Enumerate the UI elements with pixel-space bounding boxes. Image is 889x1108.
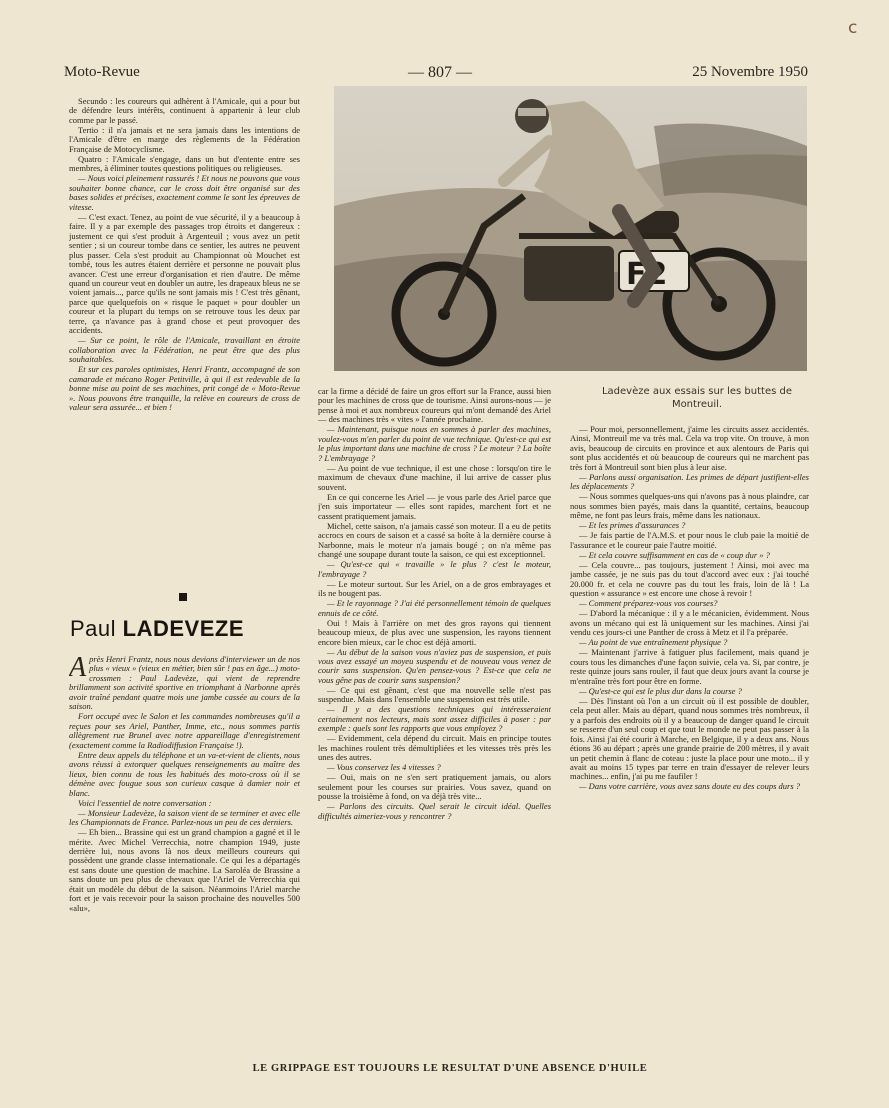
paragraph: — Nous voici pleinement rassurés ! Et nous ne pouvons que vous souhaiter bonne chance, car le cross doit être organisé sur des bases solides et précises, exactement comme le sont les épreuves de vitesse. [69,173,300,212]
paragraph: — Au point de vue technique, il est une chose : lorsqu'on tire le maximum de chevaux d'une machine, il lui arrive de casser plus souvent. [318,462,551,492]
paragraph: — Ce qui est gênant, c'est que ma nouvelle selle n'est pas suspendue. Mais dans l'ensemble une suspension est très utile. [318,684,551,705]
paragraph: — Qu'est-ce qui « travaille » le plus ? c'est le moteur, l'embrayage ? [318,559,551,579]
rider-on-motorcycle-image [334,86,807,371]
paragraph: — Maintenant, puisque nous en sommes à parler des machines, voulez-vous m'en parler du point de vue technique. Qu'est-ce qui est le plus important dans une machine de cross ? Le moteur ? La boîte ? L'embrayage ? [318,424,551,463]
paragraph: — Et les primes d'assurances ? [579,520,686,531]
section-bullet [179,593,187,601]
paragraph: — Cela couvre... pas toujours, justement ! Ainsi, moi avec ma jambe cassée, je ne suis pas du tout d'accord avec eux : j'ai touché 20.000 fr. et cela ne couvre pas du tout les frais, loin de là ! La question « assurance » est encore une chose à revoir ! [570,559,809,599]
column-1-article-text [69,655,300,1053]
motocross-photo [334,86,807,371]
paragraph: Oui ! Mais à l'arrière on met des gros rayons qui tiennent beaucoup mieux, de plus avec une suspension, les rayons tiennent encore bien mieux, car le choc est déjà amorti. [318,617,551,647]
paragraph: Michel, cette saison, n'a jamais cassé son moteur. Il a eu de petits accrocs en cours de saison et a cassé sa boîte à la dernière course à Narbonne, mais le moteur n'a jamais bougé ; on n'a même pas changé une soupape durant toute la saison, ce qui est exceptionnel. [318,520,551,560]
paragraph: — Nous sommes quelques-uns qui n'avons pas à nous plaindre, car nous sommes bien payés, mais dans la quantité, certains, beaucoup même, ne font pas leurs frais, même dans les nationaux. [570,491,809,521]
paragraph: — Au début de la saison vous n'aviez pas de suspension, et puis vous avez essayé un moyeu suspendu et de nouveau vous venez de courir sans suspension. Qu'en pensez-vous ? Est-ce que cela ne vous gêne pas de courir sans suspension? [318,646,551,685]
paragraph: — Eh bien... Brassine qui est un grand champion a gagné et il le mérite. Avec Michel Verrecchia, notre champion 1949, juste derrière lui, nous avons là nos deux meilleurs coureurs qui possèdent une grande classe internationale. Ce qui les a départagés est sans doute une question de machine. La Saroléa de Brassine a sans doute un peu plus de chevaux que l'Ariel de Verrecchia qui était un modèle du début de la saison. Néanmoins l'Ariel marche fort et je vais recevoir pour la saison prochaine des nouvelles 500 «alu», [69,827,300,913]
issue-date: 25 Novembre 1950 [692,64,808,80]
photo-caption: Ladevèze aux essais sur les buttes de Montreuil. [601,386,792,410]
column-2-text [318,387,551,1049]
paragraph: — Maintenant j'arrive à fatiguer plus facilement, mais quand je cours tous les dimanches d'une façon suivie, cela va. Si, par contre, je reste quinze jours sans rouler, il faut que deux jours avant la course je m'entraîne très fort pour être en forme. [570,647,809,686]
paragraph: Voici l'essentiel de notre conversation : [78,797,212,808]
paragraph: — Dans votre carrière, vous avez sans doute eu des coups durs ? [579,781,801,792]
number-plate-text: F2 [626,257,668,292]
title-last-name: LADEVEZE [122,616,245,641]
paragraph: — Oui, mais on ne s'en sert pratiquement jamais, ou alors seulement pour les courses sur prairies. Vous savez, quand on pousse la troisième à fond, on va déjà très vite... [318,772,551,802]
paragraph: Entre deux appels du téléphone et un va-et-vient de clients, nous avons réussi à extorquer quelques renseignements au maître des lieux, bien connu de tous les habitués des moto-cross où il se démène avec fougue sous son curieux casque à damier noir et blanc. [69,749,300,798]
paragraph: — Parlons aussi organisation. Les primes de départ justifient-elles les déplacements ? [570,471,809,492]
footer-slogan: LE GRIPPAGE EST TOUJOURS LE RESULTAT D'UNE ABSENCE D'HUILE [252,1063,648,1074]
paragraph: — Dès l'instant où l'on a un circuit où il est possible de doubler, cela peut aller. Mais au départ, quand nous sommes très nombreux, il y a parfois des endroits où il y a beaucoup de danger quand le circuit se resserre d'un seul coup et que tout le monde ne peut pas passer à la fois. Ainsi j'ai été courir à Marche, en Belgique, il y a deux ans. Nous étions 36 au départ ; après une grande prairie de 200 mètres, il y avait un petit chemin à flanc de coteau : juste la place pour une moto... il y avait au moins 15 types par terre en train d'essayer de relever leurs machines... enfin, j'ai pu me faufiler ! [570,695,809,782]
paragraph: — C'est exact. Tenez, au point de vue sécurité, il y a beaucoup à faire. Il y a par exemple des passages trop étroits et dangereux : justement ce qui s'est produit à Argenteuil ; vous avez un petit sentier ; si un coureur tombe dans ce sentier, les autres ne peuvent plus passer. Cela s'est produit au Championnat où Mouchet est tombé, tous les autres étaient derrière et personne ne pouvait plus avancer. C'est une erreur d'organisation et rien d'autre. De même quand un coureur veut en doubler un autre, les drapeaux bleus ne se voient jamais..., parce qu'ils ne sont jamais mis ! C'est très gênant, parce que quelquefois on « risque le paquet » pour doubler un coureur et la plupart du temps on se retrouve tous les deux par terre, ça n'avance pas à grand chose et peut provoquer des accidents. [69,211,300,336]
paragraph: — Vous conservez les 4 vitesses ? [327,762,441,773]
paragraph: — Pour moi, personnellement, j'aime les circuits assez accidentés. Ainsi, Montreuil me va très mal. Cela va trop vite. On trouve, à mon avis, beaucoup de circuits en province et aux alentours de Paris qui sont plus accidentés et où beaucoup de coureurs qui ne marchent pas très fort à Montreuil sont bien plus à leur aise. [570,425,809,472]
intro-text: près Henri Frantz, nous nous devions d'interviewer un de nos plus « vieux » (vieux en métier, bien sûr ! pas en âge...) moto-crossmen : Paul Ladevèze, qui vient de reprendre brillamment son activité sportive en triomphant à Narbonne après avoir traîné pendant quatre mois une jambe cassée au cours de la saison. [69,655,300,712]
paragraph: — Le moteur surtout. Sur les Ariel, on a de gros embrayages et ils ne bougent pas. [318,578,551,599]
column-3-text [570,425,809,1049]
paragraph: Fort occupé avec le Salon et les commandes nombreuses qu'il a reçues pour ses Ariel, Panther, Imme, etc., nous sommes partis allègrement rue Brunel avec notre appareillage d'enregistrement (exactement comme la Radiodiffusion Française !). [69,711,300,750]
paragraph: — Il y a des questions techniques qui intéresseraient certainement nos lecteurs, mais sont assez difficiles à poser : par exemple : quels sont les rapports que vous employez ? [318,704,551,734]
paragraph: Secundo : les coureurs qui adhèrent à l'Amicale, qui a pour but de défendre leurs intérêts, continuent à appartenir à leur club comme par le passé. [69,97,300,125]
paragraph: En ce qui concerne les Ariel — je vous parle des Ariel parce que j'en suis importateur — elles sont rapides, marchent fort et ne cassent pratiquement jamais. [318,491,551,521]
paragraph: Tertio : il n'a jamais et ne sera jamais dans les intentions de l'Amicale d'être en marge des règlements de la Fédération Française de Motocyclisme. [69,124,300,154]
article-title [70,616,244,642]
paragraph: — Evidemment, cela dépend du circuit. Mais en principe toutes les machines roulent très démultipliées et les vitesses très près les unes des autres. [318,733,551,763]
intro-paragraph [69,655,300,712]
title-first-name: Paul [70,616,123,641]
paragraph: — Qu'est-ce qui est le plus dur dans la course ? [579,685,742,696]
paragraph: Et sur ces paroles optimistes, Henri Frantz, accompagné de son camarade et mécano Roger Petitville, à qui il est redevable de la bonne mise au point de ses machines, prit congé de « Moto-Revue ». Nous pouvons être tranquille, la relève en coureurs de cross de valeur sera assurée... et bien ! [69,364,300,413]
paragraph: — Monsieur Ladevèze, la saison vient de se terminer et avec elle les Championnats de France. Parlez-nous un peu de ces derniers. [69,807,300,828]
paragraph: Quatro : l'Amicale s'engage, dans un but d'entente entre ses membres, à éliminer toutes questions politiques ou religieuses. [69,153,300,174]
drop-cap: A [69,655,87,683]
paragraph: — Comment préparez-vous vos courses? [579,598,718,609]
corner-mark: c [848,18,858,38]
paragraph: — Parlons des circuits. Quel serait le circuit idéal. Quelles difficultés aimeriez-vous y rencontrer ? [318,801,551,821]
paragraph: — Au point de vue entraînement physique ? [579,637,728,648]
paragraph: — Et cela couvre suffisamment en cas de « coup dur » ? [579,549,770,560]
paragraph: car la firme a décidé de faire un gros effort sur la France, aussi bien pour les machines de cross que de tourisme. Ainsi aurons-nous — je pense à moi et aux nombreux coureurs qui m'ont demandé des Ariel — des machines très « vites » l'année prochaine. [318,387,551,425]
paragraph: — Et le rayonnage ? J'ai été personnellement témoin de quelques ennuis de ce côté. [318,598,551,618]
paragraph: — Je fais partie de l'A.M.S. et pour nous le club paie la moitié de l'assurance et le coureur paie l'autre moitié. [570,530,809,550]
paragraph: — D'abord la mécanique : il y a le mécanicien, évidemment. Nous avons un mécano qui est là uniquement sur les machines. Ainsi j'ai vendu ces jours-ci une Panther de cross à Metz et il l'a préparée. [570,608,809,638]
magazine-title: Moto-Revue [64,64,140,80]
paragraph: — Sur ce point, le rôle de l'Amicale, travaillant en étroite collaboration avec la Fédération, ne peut être que des plus souhaitables. [69,335,300,365]
page-number: — 807 — [408,64,472,81]
